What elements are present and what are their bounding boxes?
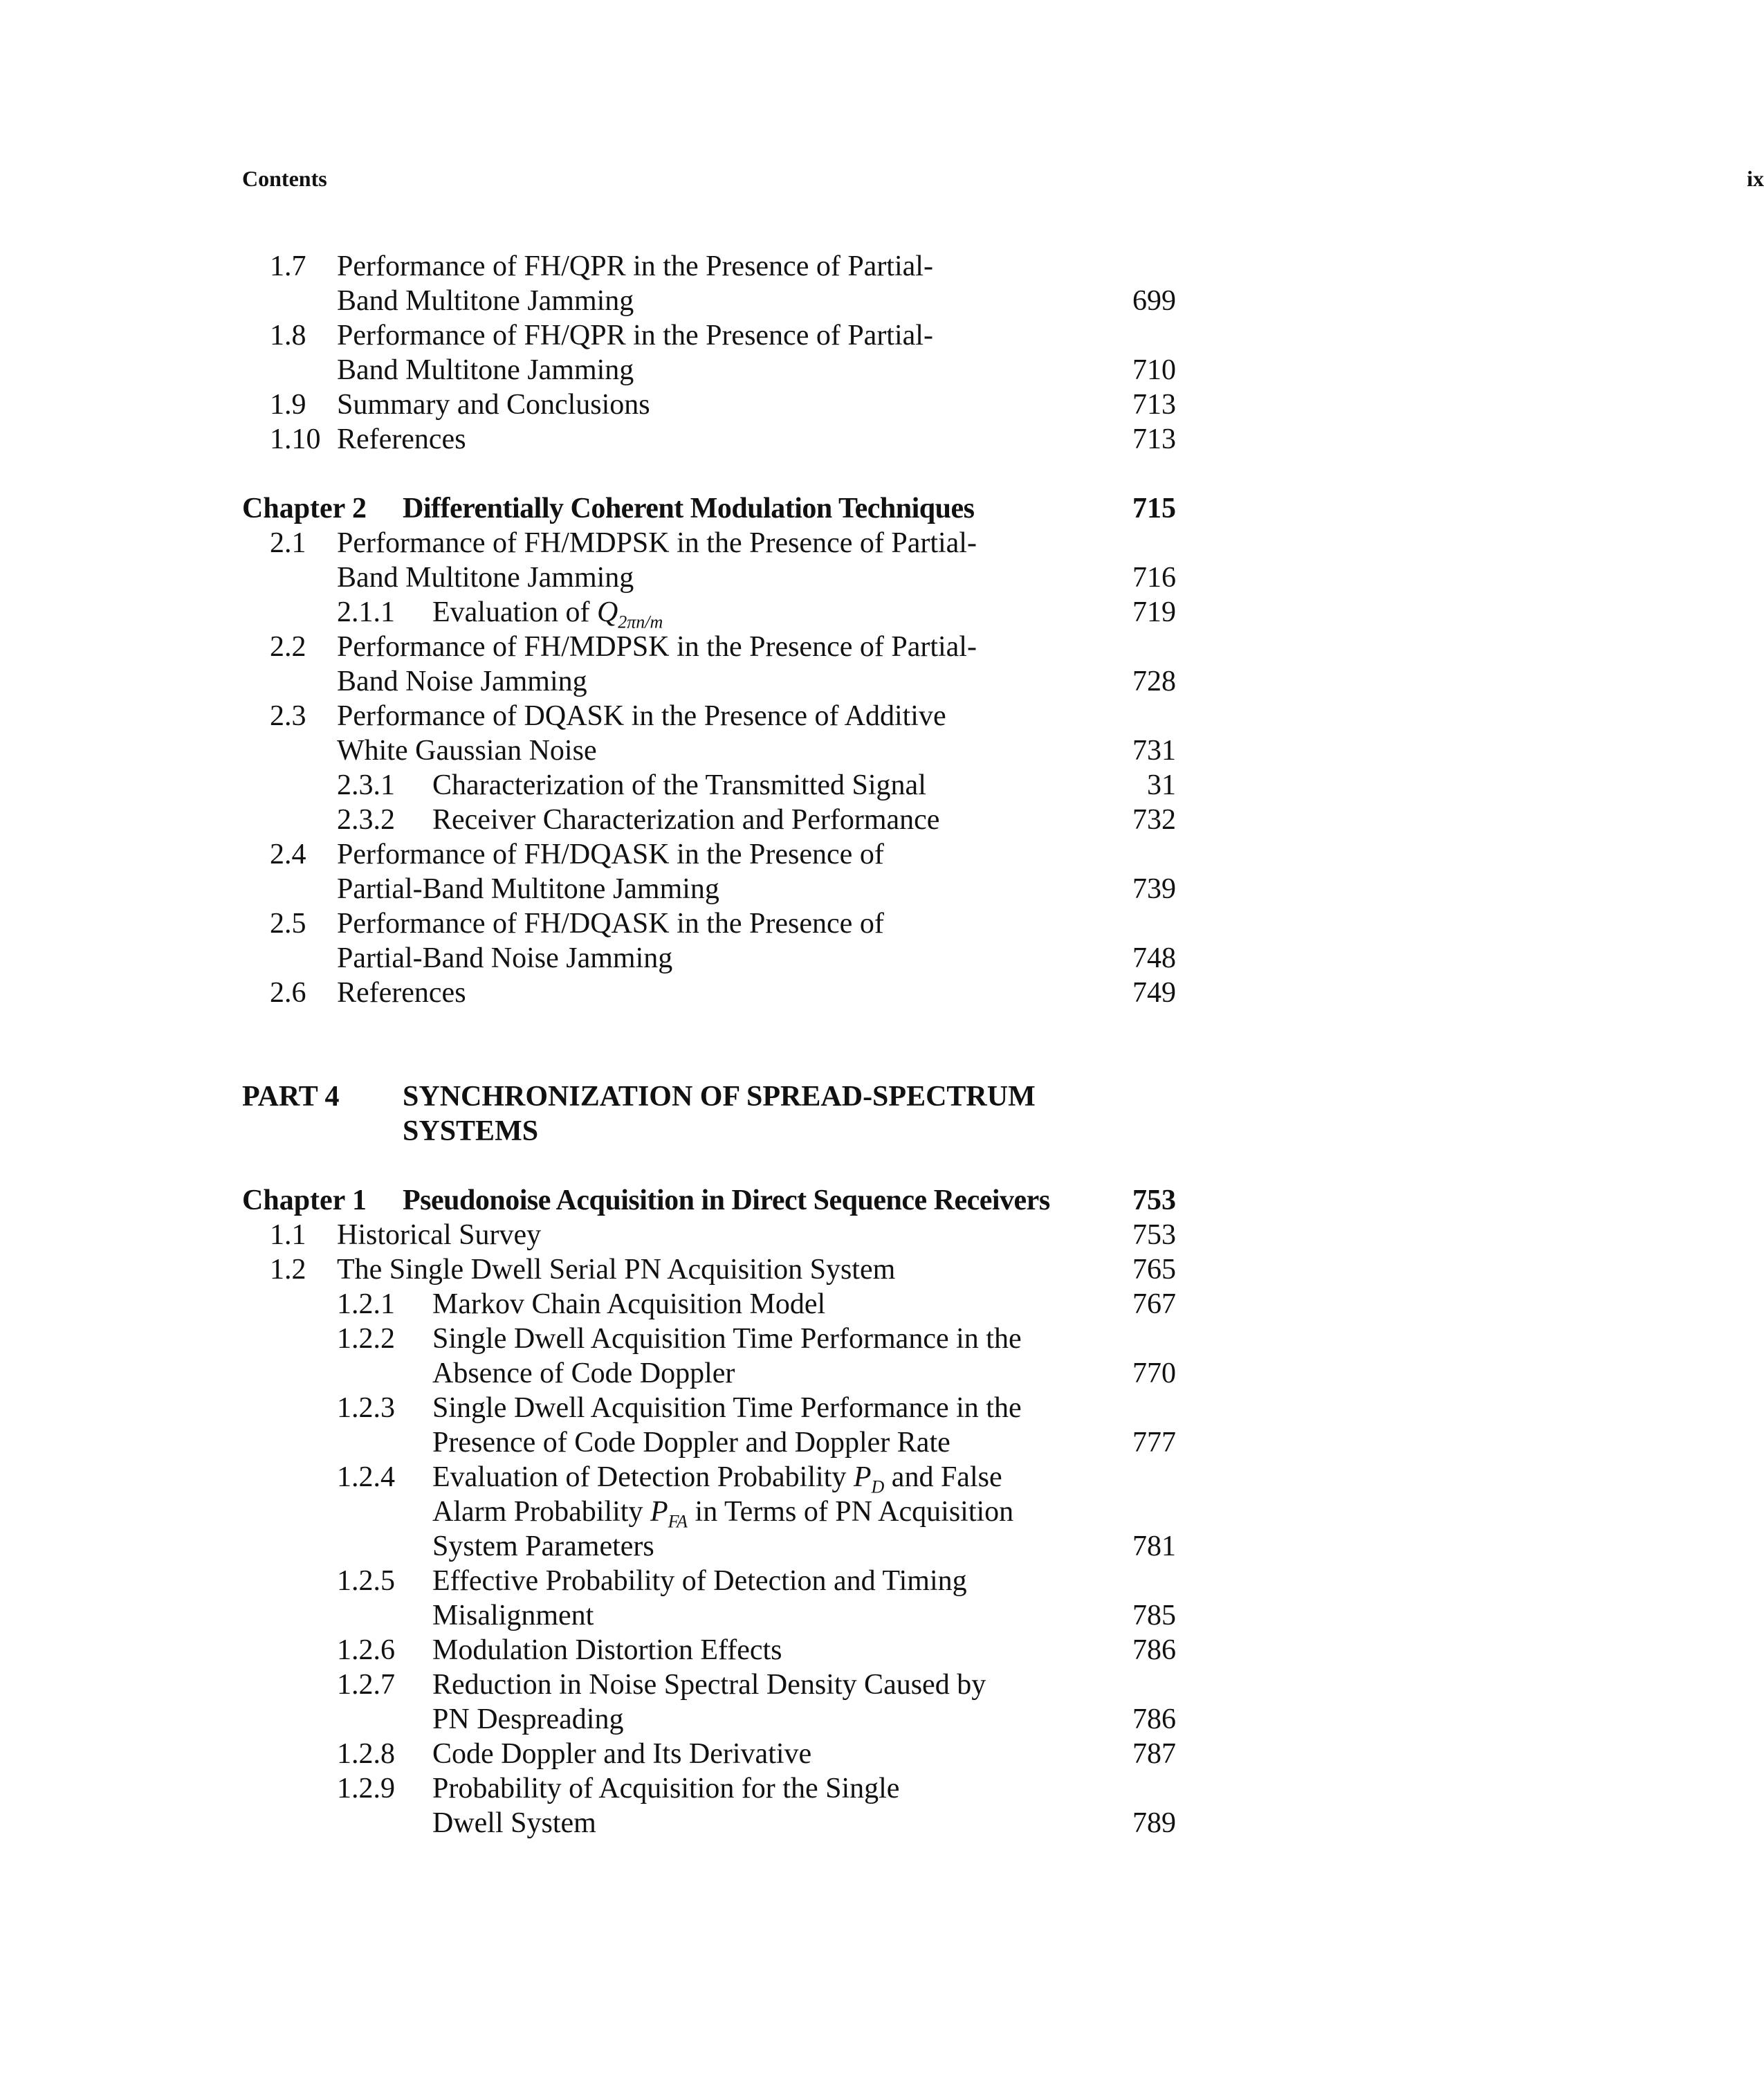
- toc-entry: [242, 249, 1176, 284]
- toc-entry: [242, 1218, 1176, 1252]
- chapter-number: Chapter 1: [242, 1185, 367, 1216]
- section-title: References: [337, 977, 466, 1009]
- page-number: 728: [1132, 666, 1176, 697]
- subsection-title: PN Despreading: [432, 1703, 624, 1735]
- page-number: 699: [1132, 285, 1176, 317]
- section-title: Summary and Conclusions: [337, 389, 650, 421]
- page-number: 787: [1132, 1738, 1176, 1770]
- subsection-number: 1.2.6: [337, 1634, 395, 1666]
- section-number: 1.10: [270, 423, 321, 455]
- section-title: Band Multitone Jamming: [337, 354, 634, 386]
- subsection-title: Probability of Acquisition for the Single: [432, 1773, 900, 1804]
- section-title: Performance of FH/QPR in the Presence of Partial-: [337, 250, 933, 282]
- toc-entry: [242, 976, 1176, 1010]
- page-number: 31: [1147, 769, 1176, 801]
- page-number: 789: [1132, 1807, 1176, 1839]
- math-symbol: $P_D$: [853, 1461, 885, 1497]
- page-number: 719: [1132, 596, 1176, 628]
- subsection-number: 1.2.5: [337, 1565, 395, 1597]
- section-number: 1.2: [270, 1254, 306, 1286]
- subsection-title: Single Dwell Acquisition Time Performance in the: [432, 1392, 1022, 1424]
- toc-entry: [242, 699, 1176, 733]
- section-number: 1.9: [270, 389, 306, 421]
- subsection-number: 1.2.3: [337, 1392, 395, 1424]
- section-title: Historical Survey: [337, 1219, 542, 1251]
- toc-entry-continuation: [242, 733, 1176, 768]
- subsection-title: Alarm Probability $P_{FA}$ in Terms of PN Acquisition: [432, 1496, 1014, 1532]
- section-title: Partial-Band Noise Jamming: [337, 942, 673, 974]
- toc-entry: [242, 422, 1176, 457]
- chapter-title: Differentially Coherent Modulation Techniques: [403, 493, 975, 524]
- page-number: 715: [1132, 493, 1176, 524]
- section-title: Performance of FH/DQASK in the Presence of: [337, 839, 884, 870]
- section-title: Band Multitone Jamming: [337, 285, 634, 317]
- toc-subentry-continuation: [242, 1529, 1176, 1564]
- part-title: SYNCHRONIZATION OF SPREAD-SPECTRUM: [403, 1081, 1036, 1113]
- chapter-title: Pseudonoise Acquisition in Direct Sequence Receivers: [403, 1185, 1050, 1216]
- toc-subentry: [242, 1564, 1176, 1598]
- toc-subentry-continuation: [242, 1425, 1176, 1460]
- subsection-number: 2.1.1: [337, 596, 395, 628]
- section-number: 1.1: [270, 1219, 306, 1251]
- toc-entry-continuation: [242, 941, 1176, 976]
- subsection-number: 1.2.4: [337, 1461, 395, 1493]
- section-title: Performance of DQASK in the Presence of Additive: [337, 700, 946, 732]
- toc-subentry: [242, 768, 1176, 803]
- page-number: 786: [1132, 1634, 1176, 1666]
- toc-subentry: [242, 1771, 1176, 1806]
- page-number: 786: [1132, 1703, 1176, 1735]
- section-title: References: [337, 423, 466, 455]
- toc-subentry: [242, 1633, 1176, 1667]
- subsection-number: 1.2.7: [337, 1669, 395, 1701]
- toc-entry: [242, 1252, 1176, 1287]
- page-number: 732: [1132, 804, 1176, 836]
- toc-subentry-continuation: [242, 1702, 1176, 1737]
- toc-subentry-continuation: [242, 1806, 1176, 1840]
- subsection-title: Presence of Code Doppler and Doppler Rate: [432, 1427, 950, 1459]
- subsection-title: Single Dwell Acquisition Time Performance in the: [432, 1323, 1022, 1355]
- section-title: Band Multitone Jamming: [337, 562, 634, 594]
- section-number: 2.2: [270, 631, 306, 663]
- table-of-contents: [242, 249, 1176, 1840]
- toc-subentry: [242, 1667, 1176, 1702]
- subsection-title: Markov Chain Acquisition Model: [432, 1288, 826, 1320]
- subsection-number: 2.3.1: [337, 769, 395, 801]
- section-title: The Single Dwell Serial PN Acquisition System: [337, 1254, 896, 1286]
- toc-entry: [242, 526, 1176, 560]
- section-number: 2.5: [270, 908, 306, 940]
- subsection-number: 1.2.8: [337, 1738, 395, 1770]
- toc-subentry-continuation: [242, 1495, 1176, 1532]
- toc-entry-continuation: [242, 284, 1176, 318]
- chapter-heading: [242, 1183, 1176, 1218]
- section-number: 2.6: [270, 977, 306, 1009]
- math-symbol: $Q_{2\pi n/m}$: [596, 596, 663, 632]
- part-number: PART 4: [242, 1081, 340, 1113]
- part-title: SYSTEMS: [403, 1115, 539, 1147]
- page-number: 781: [1132, 1530, 1176, 1562]
- toc-entry: [242, 906, 1176, 941]
- toc-entry-continuation: [242, 353, 1176, 387]
- page-number: 739: [1132, 873, 1176, 905]
- toc-entry: [242, 387, 1176, 422]
- toc-subentry-continuation: [242, 1598, 1176, 1633]
- page-number: 713: [1132, 389, 1176, 421]
- page-number: 749: [1132, 977, 1176, 1009]
- part-heading: [242, 1079, 1176, 1114]
- running-head: [242, 166, 1764, 192]
- page-number: 785: [1132, 1600, 1176, 1632]
- toc-entry: [242, 630, 1176, 664]
- section-title: White Gaussian Noise: [337, 735, 597, 767]
- subsection-title: Dwell System: [432, 1807, 596, 1839]
- section-title: Partial-Band Multitone Jamming: [337, 873, 719, 905]
- part-heading-continuation: [242, 1114, 1176, 1149]
- page-number: 770: [1132, 1358, 1176, 1389]
- page-number: 753: [1132, 1219, 1176, 1251]
- section-number: 1.8: [270, 320, 306, 351]
- running-head-title: Contents: [242, 166, 327, 191]
- section-title: Performance of FH/QPR in the Presence of Partial-: [337, 320, 933, 351]
- subsection-number: 1.2.2: [337, 1323, 395, 1355]
- subsection-title: Effective Probability of Detection and Timing: [432, 1565, 967, 1597]
- subsection-title: Misalignment: [432, 1600, 594, 1632]
- running-head-page-number: ix: [1747, 166, 1764, 191]
- subsection-title: Evaluation of $Q_{2\pi n/m}$: [432, 596, 663, 632]
- section-number: 2.1: [270, 527, 306, 559]
- section-number: 2.4: [270, 839, 306, 870]
- page-number: 713: [1132, 423, 1176, 455]
- toc-subentry: [242, 803, 1176, 837]
- section-title: Performance of FH/MDPSK in the Presence of Partial-: [337, 631, 977, 663]
- section-title: Band Noise Jamming: [337, 666, 587, 697]
- section-title: Performance of FH/DQASK in the Presence of: [337, 908, 884, 940]
- page-number: 731: [1132, 735, 1176, 767]
- toc-subentry: [242, 595, 1176, 630]
- subsection-title: Evaluation of Detection Probability $P_D$ and False: [432, 1461, 1002, 1497]
- subsection-title: Receiver Characterization and Performance: [432, 804, 940, 836]
- toc-subentry: [242, 1460, 1176, 1495]
- subsection-title: Reduction in Noise Spectral Density Caused by: [432, 1669, 986, 1701]
- toc-entry-continuation: [242, 872, 1176, 906]
- page-number: 716: [1132, 562, 1176, 594]
- subsection-title: Code Doppler and Its Derivative: [432, 1738, 812, 1770]
- toc-entry-continuation: [242, 664, 1176, 699]
- page-number: 753: [1132, 1185, 1176, 1216]
- toc-entry-continuation: [242, 560, 1176, 595]
- subsection-title: System Parameters: [432, 1530, 654, 1562]
- page-number: 748: [1132, 942, 1176, 974]
- toc-subentry-continuation: [242, 1356, 1176, 1391]
- page-number: 767: [1132, 1288, 1176, 1320]
- toc-subentry: [242, 1737, 1176, 1771]
- page-number: 710: [1132, 354, 1176, 386]
- page-number: 765: [1132, 1254, 1176, 1286]
- section-number: 2.3: [270, 700, 306, 732]
- section-title: Performance of FH/MDPSK in the Presence of Partial-: [337, 527, 977, 559]
- subsection-title: Characterization of the Transmitted Signal: [432, 769, 926, 801]
- toc-entry: [242, 318, 1176, 353]
- subsection-number: 1.2.9: [337, 1773, 395, 1804]
- subsection-title: Absence of Code Doppler: [432, 1358, 735, 1389]
- subsection-number: 1.2.1: [337, 1288, 395, 1320]
- subsection-number: 2.3.2: [337, 804, 395, 836]
- toc-subentry: [242, 1287, 1176, 1322]
- page-number: 777: [1132, 1427, 1176, 1459]
- section-number: 1.7: [270, 250, 306, 282]
- math-symbol: $P_{FA}$: [650, 1496, 688, 1532]
- chapter-number: Chapter 2: [242, 493, 367, 524]
- toc-subentry: [242, 1391, 1176, 1425]
- toc-subentry: [242, 1322, 1176, 1356]
- toc-entry: [242, 837, 1176, 872]
- chapter-heading: [242, 491, 1176, 526]
- subsection-title: Modulation Distortion Effects: [432, 1634, 782, 1666]
